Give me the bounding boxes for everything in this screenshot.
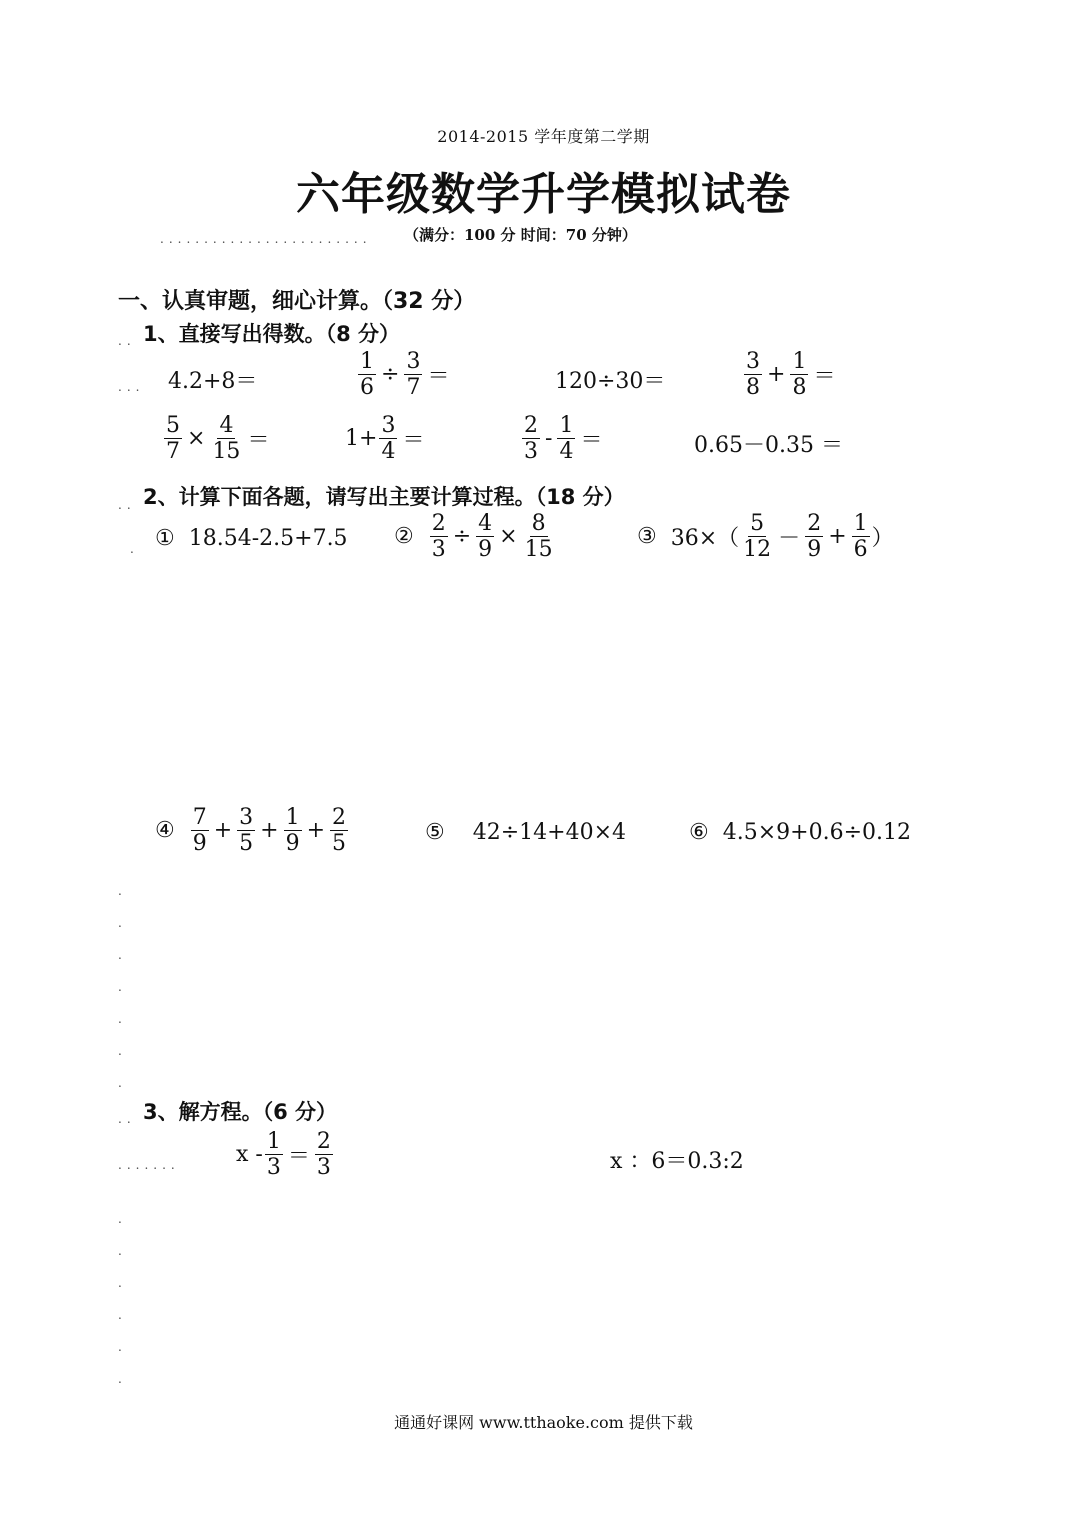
- denominator: 7: [166, 439, 180, 465]
- q1-item-1-text: 4.2+8＝: [168, 369, 258, 394]
- q2-problem-1: [155, 526, 348, 551]
- denominator: 9: [478, 537, 493, 563]
- expression: 18.54-2.5+7.5: [188, 526, 348, 551]
- q3-heading: 3、解方程。（6 分）: [143, 1100, 338, 1124]
- operator: -: [545, 426, 553, 452]
- expression: 42÷14+40×4: [472, 820, 627, 845]
- denominator: 3: [266, 1155, 281, 1181]
- numerator: 2: [807, 511, 822, 536]
- denominator: 15: [524, 537, 553, 563]
- fraction: [379, 414, 397, 463]
- margin-dot: .: [118, 1012, 127, 1026]
- fraction: [164, 414, 182, 463]
- dotted-line: ..: [118, 498, 136, 512]
- fraction: [430, 512, 448, 561]
- operator: ÷: [381, 362, 400, 388]
- denominator: 9: [807, 537, 822, 563]
- q1-item-3: [555, 364, 665, 395]
- operator: +: [213, 818, 233, 844]
- dotted-line: .......: [118, 1158, 180, 1172]
- q2-problem-5: [425, 820, 626, 845]
- numerator: 3: [239, 805, 254, 830]
- q2-heading: 2、计算下面各题，请写出主要计算过程。（18 分）: [143, 485, 625, 509]
- q1-item-2: [356, 350, 452, 399]
- problem-number: ②: [394, 524, 414, 550]
- fraction: [741, 512, 773, 561]
- dotted-line: ..: [118, 1112, 136, 1126]
- numerator: 8: [531, 511, 546, 536]
- numerator: 4: [219, 413, 234, 438]
- margin-dot: .: [118, 916, 127, 930]
- dotted-line: ...: [118, 380, 145, 394]
- exam-meta: （满分：100 分 时间：70 分钟）: [404, 226, 637, 244]
- numerator: 1: [792, 349, 807, 374]
- fraction: [284, 806, 302, 855]
- q1-item-8-text: 0.65－0.35 ＝: [694, 433, 843, 458]
- problem-number: ④: [155, 818, 175, 844]
- fraction: [330, 806, 348, 855]
- section-1-heading: 一、认真审题，细心计算。（32 分）: [118, 289, 476, 314]
- numerator: 3: [746, 349, 760, 374]
- margin-dot: .: [118, 1308, 127, 1322]
- numerator: 2: [316, 1129, 331, 1154]
- q3-equation-2: [610, 1144, 744, 1175]
- fraction: [210, 414, 242, 463]
- dotted-line: ........................: [160, 232, 372, 246]
- margin-dot: .: [118, 980, 127, 994]
- q2-problem-3: [637, 512, 894, 561]
- q1-item-1: [168, 364, 257, 395]
- margin-dot: .: [118, 1244, 127, 1258]
- numerator: 5: [166, 413, 180, 438]
- denominator: 9: [192, 831, 207, 857]
- q1-item-4: [742, 350, 838, 399]
- margin-dot: .: [118, 948, 127, 962]
- equals-sign: ＝: [427, 364, 450, 390]
- q1-heading: 1、直接写出得数。（8 分）: [143, 322, 401, 346]
- margin-dot: .: [118, 1044, 127, 1058]
- denominator: 5: [332, 831, 347, 857]
- fraction: [404, 350, 422, 399]
- fraction: [191, 806, 209, 855]
- margin-dot: .: [118, 1340, 127, 1354]
- prefix: 36×（: [670, 526, 740, 552]
- numerator: 1: [360, 349, 374, 374]
- denominator: 3: [431, 537, 446, 563]
- denominator: 8: [792, 375, 807, 401]
- q1-item-7: [520, 414, 605, 463]
- operator: ×: [187, 426, 206, 452]
- q1-item-6: [345, 414, 427, 463]
- fraction: [852, 512, 870, 561]
- fraction: [358, 350, 376, 399]
- numerator: 4: [478, 511, 493, 536]
- problem-number: ③: [637, 524, 657, 550]
- exam-subtitle: 2014-2015 学年度第二学期: [437, 127, 650, 146]
- problem-number: ⑤: [425, 820, 445, 845]
- q3-equation-1: [236, 1130, 335, 1179]
- fraction: [237, 806, 255, 855]
- problem-number: ⑥: [689, 820, 709, 845]
- q1-item-8: [694, 428, 843, 459]
- q2-problem-4: [155, 806, 350, 855]
- fraction: [557, 414, 575, 463]
- expression: x ：6＝0.3:2: [610, 1149, 744, 1174]
- numerator: 1: [266, 1129, 281, 1154]
- footer-text: 通通好课网 www.tthaoke.com 提供下载: [394, 1413, 693, 1432]
- exam-title: 六年级数学升学模拟试卷: [296, 169, 791, 220]
- fraction: [805, 512, 823, 561]
- operator: ÷: [452, 524, 472, 550]
- denominator: 3: [524, 439, 538, 465]
- q1-item-5: [162, 414, 272, 463]
- q2-problem-6: [689, 820, 911, 845]
- fraction: [265, 1130, 283, 1179]
- fraction: [522, 414, 540, 463]
- numerator: 2: [332, 805, 347, 830]
- numerator: 3: [381, 413, 396, 438]
- denominator: 3: [316, 1155, 331, 1181]
- denominator: 9: [285, 831, 300, 857]
- denominator: 7: [406, 375, 421, 401]
- fraction: [790, 350, 808, 399]
- numerator: 2: [431, 511, 446, 536]
- denominator: 5: [239, 831, 254, 857]
- equals-sign: ＝: [287, 1144, 310, 1170]
- equals-sign: ＝: [580, 428, 603, 454]
- operator: +: [306, 818, 326, 844]
- numerator: 5: [750, 511, 765, 536]
- margin-dot: .: [118, 1076, 127, 1090]
- prefix: x -: [236, 1142, 263, 1168]
- denominator: 6: [360, 375, 374, 401]
- numerator: 2: [524, 413, 538, 438]
- dotted-line: .: [130, 542, 139, 556]
- expression: 4.5×9+0.6÷0.12: [722, 820, 911, 845]
- fraction: [476, 512, 494, 561]
- fraction: [523, 512, 555, 561]
- numerator: 1: [559, 413, 574, 438]
- numerator: 1: [853, 511, 868, 536]
- denominator: 15: [212, 439, 241, 465]
- denominator: 4: [559, 439, 574, 465]
- equals-sign: ＝: [247, 428, 270, 454]
- prefix: 1+: [345, 426, 378, 452]
- fraction: [744, 350, 762, 399]
- margin-dot: .: [118, 884, 127, 898]
- operator: ×: [499, 524, 518, 550]
- operator: －: [778, 526, 801, 552]
- denominator: 4: [381, 439, 396, 465]
- equals-sign: ＝: [402, 428, 425, 454]
- fraction: [315, 1130, 333, 1179]
- margin-dot: .: [118, 1372, 127, 1386]
- suffix: ）: [871, 526, 894, 552]
- margin-dot: .: [118, 1212, 127, 1226]
- operator: +: [767, 362, 786, 388]
- problem-number: ①: [155, 526, 175, 551]
- operator: +: [828, 524, 847, 550]
- q2-problem-2: [394, 512, 557, 561]
- operator: +: [260, 818, 279, 844]
- q1-item-3-text: 120÷30＝: [555, 369, 666, 394]
- numerator: 7: [192, 805, 207, 830]
- numerator: 1: [285, 805, 300, 830]
- margin-dot: .: [118, 1276, 127, 1290]
- denominator: 8: [746, 375, 760, 401]
- denominator: 12: [743, 537, 772, 563]
- equals-sign: ＝: [813, 364, 836, 390]
- numerator: 3: [406, 349, 421, 374]
- dotted-line: ..: [118, 334, 136, 348]
- denominator: 6: [853, 537, 868, 563]
